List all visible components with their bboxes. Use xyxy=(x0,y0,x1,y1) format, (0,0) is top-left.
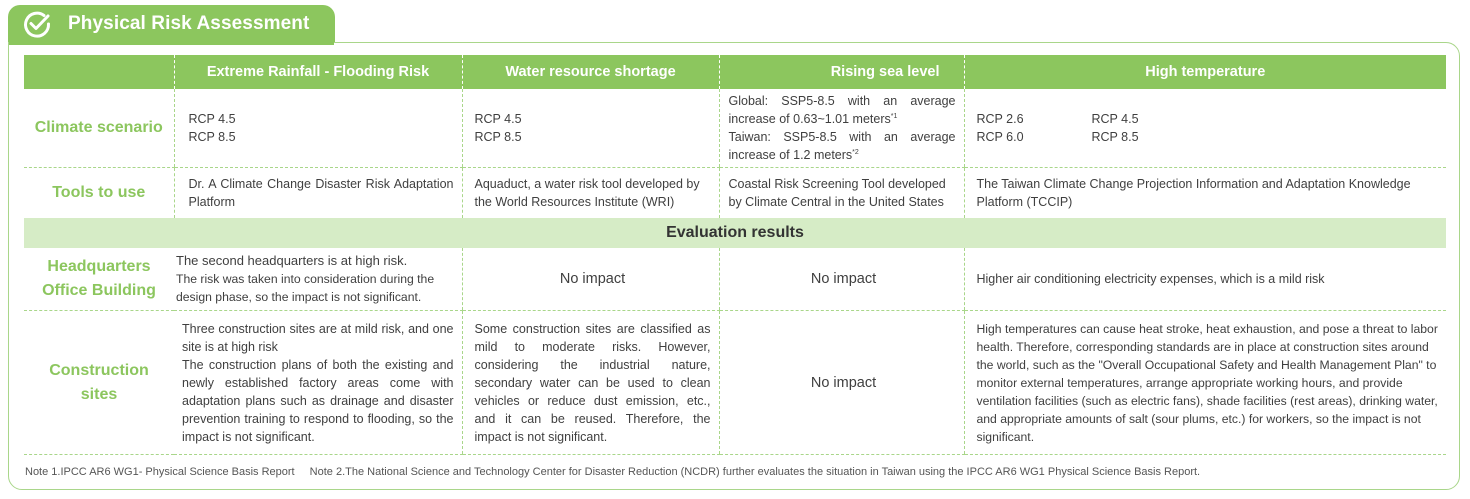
scenario-water xyxy=(462,89,719,168)
note-ref-1: *1 xyxy=(890,112,898,120)
header-temperature: High temperature xyxy=(964,55,1446,89)
hq-water: No impact xyxy=(462,248,719,311)
tools-flooding: Dr. A Climate Change Disaster Risk Adaptation Platform xyxy=(174,168,462,218)
row-label-tools: Tools to use xyxy=(52,183,146,201)
page-title: Physical Risk Assessment xyxy=(68,12,310,34)
footnotes xyxy=(25,466,1200,478)
check-circle-icon xyxy=(22,9,52,39)
label-line: Office Building xyxy=(42,281,156,299)
scenario-value: RCP 8.5 xyxy=(1091,130,1139,144)
footnote-2: Note 2.The National Science and Technology Center for Disaster Reduction (NCDR) further evaluates the situation in Taiwan using the IPCC AR6 WG1 Physical Science Basis Report. xyxy=(309,466,1201,478)
sea-taiwan-text: Taiwan: SSP5-8.5 with an average increase of 1.2 meters xyxy=(728,130,956,162)
row-label-headquarters xyxy=(24,248,174,311)
header-corner xyxy=(24,55,174,89)
scenario-value: RCP 4.5 xyxy=(188,112,236,126)
tools-water: Aquaduct, a water risk tool developed by the World Resources Institute (WRI) xyxy=(462,168,719,218)
note-ref-2: *2 xyxy=(852,148,859,156)
section-title-tab xyxy=(8,5,335,42)
construction-flooding xyxy=(174,311,462,455)
scenario-value: RCP 8.5 xyxy=(188,130,236,144)
label-line: Construction xyxy=(49,361,149,379)
tab-joint xyxy=(9,41,334,45)
tools-temperature: The Taiwan Climate Change Projection Information and Adaptation Knowledge Platform (TCCIP) xyxy=(964,168,1446,218)
hq-temperature: Higher air conditioning electricity expenses, which is a mild risk xyxy=(964,248,1446,311)
construction-temperature: High temperatures can cause heat stroke, heat exhaustion, and pose a threat to labor health. Therefore, corresponding standards are in place at construction sites around the world, such as the "Overall Occupational Safety and Health Management Plan" to monitor external temperatures, arrange appropriate working hours, and provide ventilation facilities (such as electric fans), shade facilities (rest areas), drinking water, and appropriate amounts of salt (sour plums, etc.) for workers, so the impact is not significant. xyxy=(964,311,1446,455)
scenario-value: RCP 4.5 xyxy=(1091,112,1139,126)
row-climate-scenario xyxy=(24,89,1446,168)
scenario-value: RCP 4.5 xyxy=(474,112,522,126)
construction-water: Some construction sites are classified as mild to moderate risks. However, considering the industrial nature, secondary water can be used to clean vehicles or reduce dust emission, etc., and it can be reused. Therefore, the impact is not significant. xyxy=(462,311,719,455)
evaluation-results-label: Evaluation results xyxy=(24,218,1446,248)
header-flooding: Extreme Rainfall - Flooding Risk xyxy=(174,55,462,89)
construction-flooding-p2: The construction plans of both the existing and newly established factory areas come with adaptation plans such as drainage and disaster prevention training to respond to flooding, so the impact is not significant. xyxy=(182,357,454,444)
row-label-climate-scenario: Climate scenario xyxy=(24,89,174,168)
label-line: sites xyxy=(80,385,118,403)
scenario-value: RCP 8.5 xyxy=(474,130,522,144)
temperature-scenarios xyxy=(977,110,1439,146)
footnote-1: Note 1.IPCC AR6 WG1- Physical Science Basis Report xyxy=(25,466,295,478)
hq-flooding-line1: The second headquarters is at high risk. xyxy=(176,252,408,268)
construction-sea-level: No impact xyxy=(719,311,964,455)
scenario-sea-global xyxy=(729,92,956,128)
scenario-sea-level xyxy=(719,89,964,168)
evaluation-results-band xyxy=(24,218,1446,248)
risk-assessment-table xyxy=(24,55,1446,455)
label-line: Headquarters xyxy=(47,257,151,275)
header-water: Water resource shortage xyxy=(462,55,719,89)
scenario-value: RCP 6.0 xyxy=(976,130,1024,144)
row-headquarters xyxy=(24,248,1446,311)
hq-sea-level: No impact xyxy=(719,248,964,311)
scenario-flooding xyxy=(174,89,462,168)
row-tools xyxy=(24,168,1446,218)
hq-flooding-rest: The risk was taken into consideration during the design phase, so the impact is not significant. xyxy=(176,271,435,304)
row-label-construction xyxy=(24,311,174,455)
header-row xyxy=(24,55,1446,89)
hq-flooding xyxy=(174,248,462,311)
scenario-value: RCP 2.6 xyxy=(976,112,1024,126)
header-sea-level: Rising sea level xyxy=(719,55,964,89)
scenario-sea-taiwan xyxy=(729,128,956,164)
sea-global-text: Global: SSP5-8.5 with an average increase of 0.63~1.01 meters xyxy=(728,94,956,126)
construction-flooding-p1: Three construction sites are at mild risk, and one site is at high risk xyxy=(182,321,454,354)
scenario-temperature xyxy=(964,89,1446,168)
row-construction xyxy=(24,311,1446,455)
tools-sea-level: Coastal Risk Screening Tool developed by Climate Central in the United States xyxy=(719,168,964,218)
